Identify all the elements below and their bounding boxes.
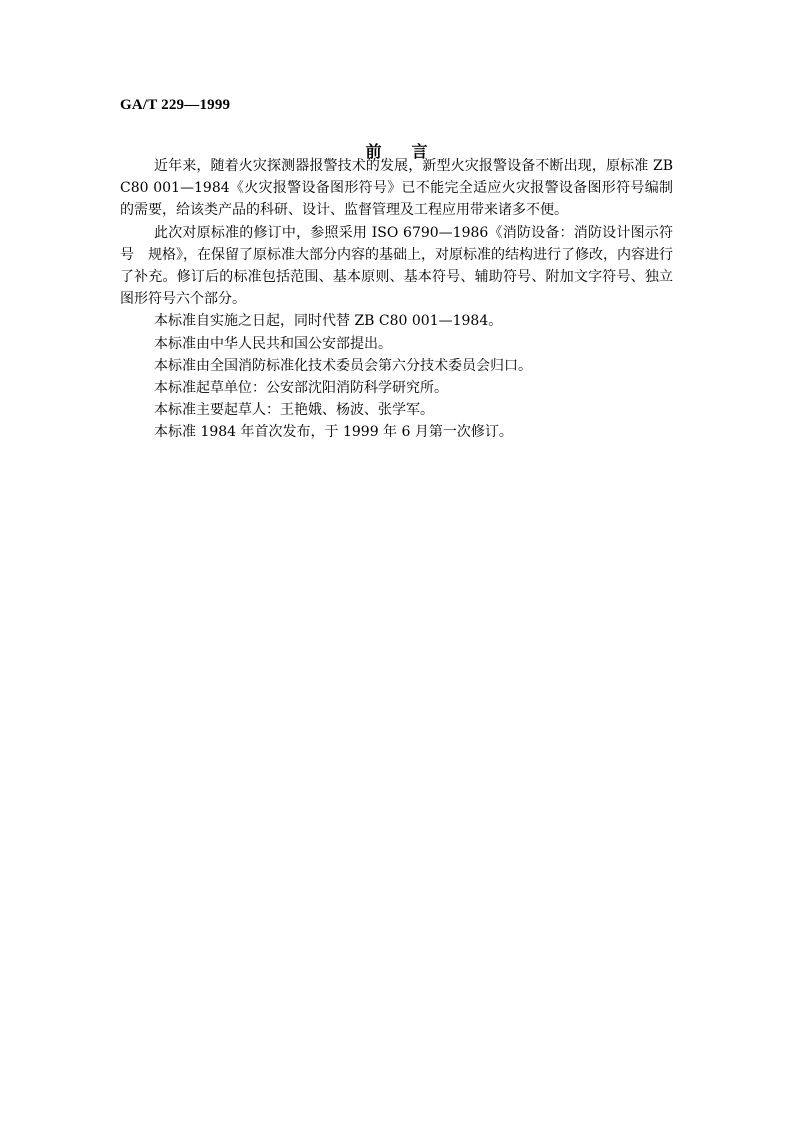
paragraph-administration: 本标准由全国消防标准化技术委员会第六分技术委员会归口。 xyxy=(154,357,532,374)
paragraph-background: 近年来，随着火灾探测器报警技术的发展，新型火灾报警设备不断出现，原标准 ZB C80 001—1984《火灾报警设备图形符号》已不能完全适应火灾报警设备图形符号编制的需要，给该类产品的科研、设计、监督管理及工程应用带来诸多不便。 xyxy=(120,158,673,219)
paragraph-revision: 此次对原标准的修订中，参照采用 ISO 6790—1986《消防设备：消防设计图示符号 规格》，在保留了原标准大部分内容的基础上，对原标准的结构进行了修改，内容进行了补充。修订后的标准包括范围、基本原则、基本符号、辅助符号、附加文字符号、独立图形符号六个部分。 xyxy=(120,224,673,308)
paragraph-history: 本标准 1984 年首次发布，于 1999 年 6 月第一次修订。 xyxy=(154,424,513,441)
foreword-heading: 前言 xyxy=(365,142,458,161)
paragraph-drafters: 本标准主要起草人：王艳娥、杨波、张学军。 xyxy=(154,402,434,419)
standard-number: GA/T 229—1999 xyxy=(120,97,231,113)
paragraph-proposer: 本标准由中华人民共和国公安部提出。 xyxy=(154,335,392,352)
paragraph-drafting-unit: 本标准起草单位：公安部沈阳消防科学研究所。 xyxy=(154,380,448,397)
foreword-body xyxy=(120,155,673,444)
paragraph-replacement: 本标准自实施之日起，同时代替 ZB C80 001—1984。 xyxy=(154,313,503,330)
